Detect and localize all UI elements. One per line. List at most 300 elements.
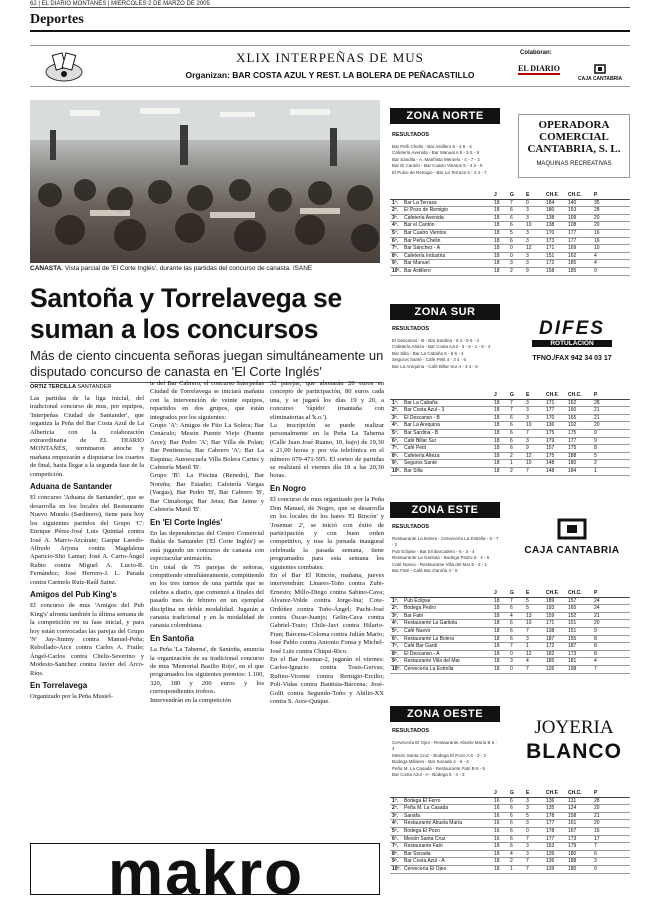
table-cell: 161 — [568, 820, 577, 827]
table-cell: 108 — [568, 222, 577, 229]
table-cell: 1 — [594, 467, 597, 474]
table-cell: 8 — [594, 643, 597, 650]
table-cell: 5 — [526, 812, 529, 819]
table-cell: 148 — [546, 467, 555, 474]
table-cell: 148 — [546, 460, 555, 467]
article-paragraph: Intervendrán en la competición — [150, 696, 232, 704]
table-cell: 7º. — [392, 245, 398, 252]
table-cell: 2º. — [392, 605, 398, 612]
table-cell: 18 — [494, 429, 500, 436]
table-cell: Restaurante La Garitola — [404, 620, 458, 627]
table-cell: 189 — [546, 597, 555, 604]
column-header-g: G — [510, 392, 514, 398]
table-cell: 10º. — [392, 467, 401, 474]
table-cell: Peña M. La Casada — [404, 805, 449, 812]
table-cell: 4 — [594, 658, 597, 665]
table-cell: 2 — [510, 858, 513, 865]
table-cell: 6º. — [392, 237, 398, 244]
table-cell: Sanáfa — [404, 812, 420, 819]
table-cell: 16 — [494, 812, 500, 819]
table-cell: 16 — [594, 229, 600, 236]
table-cell: 18 — [494, 414, 500, 421]
joyeria-blanco-ad: JOYERIA BLANCO — [526, 717, 622, 763]
table-row — [390, 238, 630, 246]
table-cell: 1 — [510, 460, 513, 467]
article-paragraph: La inscripción se puede realizar personalmente en la Peña La Taberna (Calle Juan José Ruano, 10, bajo) de 19,30 a 21,00 horas y por vía telefónica en el número 679-471-595. El sorteo de partidas se realizará el viernes día 18 a las 20,30 horas. — [270, 422, 384, 480]
table-cell: 6º. — [392, 635, 398, 642]
table-cell: 184 — [546, 199, 555, 206]
table-cell: 8º. — [392, 452, 398, 459]
table-cell: 7 — [526, 467, 529, 474]
table-cell: 18 — [494, 399, 500, 406]
caja-cantabria-ad: CAJA CANTABRIA — [514, 518, 630, 576]
table-cell: 6 — [510, 797, 513, 804]
column-header-chf: CH.F. — [546, 192, 559, 198]
table-cell: 169 — [568, 245, 577, 252]
table-cell: 12 — [526, 650, 532, 657]
article-subhead: En Santoña — [150, 633, 195, 643]
table-cell: 6 — [510, 820, 513, 827]
table-cell: Bodega Pedro — [404, 605, 436, 612]
table-cell: 153 — [546, 843, 555, 850]
table-cell: 6 — [510, 414, 513, 421]
table-cell: 173 — [546, 237, 555, 244]
table-cell: 135 — [546, 805, 555, 812]
table-cell: 10 — [526, 620, 532, 627]
article-column-2 — [150, 380, 264, 705]
table-row — [390, 422, 630, 430]
table-cell: 18 — [494, 252, 500, 259]
table-cell: 10 — [594, 245, 600, 252]
sponsors-label: Colaboran: — [520, 50, 552, 56]
caja-logo-icon — [594, 64, 606, 74]
table-cell: 9 — [594, 429, 597, 436]
crowd-photo-illustration — [30, 100, 380, 263]
table-cell: 136 — [546, 422, 555, 429]
table-header-row — [390, 590, 630, 598]
table-cell: 3 — [526, 843, 529, 850]
photo-caption: CANASTA. Vista parcial de 'El Corte Inglés', durante las partidas del concurso de canasta. /SANE — [30, 265, 313, 272]
table-cell: 1º. — [392, 199, 398, 206]
table-cell: 126 — [546, 665, 555, 672]
table-cell: 7º. — [392, 643, 398, 650]
table-cell: Bar Sardina - B — [404, 429, 439, 436]
table-cell: 3 — [526, 399, 529, 406]
table-cell: 7 — [526, 665, 529, 672]
subheadline: Más de ciento cincuenta señoras juegan simultáneamente un disputado concurso de canasta en 'El Corte Inglés' — [30, 348, 384, 379]
table-cell: 160 — [568, 407, 577, 414]
canasta-hall-photo — [30, 100, 380, 263]
table-cell: 188 — [568, 858, 577, 865]
table-row — [390, 445, 630, 453]
table-cell: 3º. — [392, 414, 398, 421]
table-cell: 5 — [510, 229, 513, 236]
table-cell: 188 — [568, 452, 577, 459]
table-cell: 5 — [594, 452, 597, 459]
table-cell: 18 — [494, 460, 500, 467]
table-cell: 9º. — [392, 460, 398, 467]
results-label: RESULTADOS — [392, 728, 430, 734]
table-cell: 0 — [510, 252, 513, 259]
table-cell: 6 — [510, 827, 513, 834]
table-cell: 6 — [510, 222, 513, 229]
table-cell: 182 — [546, 650, 555, 657]
table-cell: 180 — [568, 865, 577, 872]
table-cell: 9º. — [392, 858, 398, 865]
article-paragraph: En el Bar Josemar-2, jugarán el viernes: Carlos-Ignacio contra Tosis-Gervas; Rufino-Vicente contra Remigio-Ercilio; Poli-Vidas contra Bautista-Bárcena; José-Golfi contra Segundo-Toño y Abilio-XX contra S. Arce-Quique. — [270, 656, 384, 706]
article-subhead: En Torrelavega — [30, 681, 88, 690]
table-cell: 9 — [526, 267, 529, 274]
column-header-j: J — [494, 590, 497, 596]
table-cell: 20 — [594, 805, 600, 812]
table-cell: 4 — [510, 850, 513, 857]
table-cell: 170 — [546, 414, 555, 421]
table-cell: 13 — [526, 612, 532, 619]
table-row — [390, 260, 630, 268]
table-cell: 187 — [546, 635, 555, 642]
column-header-g: G — [510, 192, 514, 198]
table-cell: 6 — [594, 850, 597, 857]
column-header-g: G — [510, 590, 514, 596]
table-cell: 18 — [494, 229, 500, 236]
table-cell: 3 — [526, 252, 529, 259]
article-paragraph: En las dependencias del Centro Comercial Bahía de Santander ('El Corte Inglés') se está jugando un concurso de canasta con espectacular animación. — [150, 529, 264, 563]
table-cell: 4 — [526, 658, 529, 665]
table-cell: 21 — [594, 414, 600, 421]
table-cell: 178 — [546, 827, 555, 834]
table-cell: 8 — [594, 650, 597, 657]
table-cell: 138 — [546, 627, 555, 634]
table-cell: 9 — [526, 445, 529, 452]
table-cell: Bar La Arequina — [404, 422, 440, 429]
table-cell: 18 — [494, 199, 500, 206]
headline: Santoña y Torrelavega se suman a los concursos — [30, 283, 342, 344]
article-paragraph: te del Bar Cabrero, el concurso Interpeñas Ciudad de Torrelavega se iniciará mañana con la intervención de veinte equipos, repartidos en dos grupos, que están integrados por los siguientes: — [150, 380, 264, 421]
table-row — [390, 453, 630, 461]
table-cell: 152 — [568, 612, 577, 619]
table-cell: 20 — [594, 422, 600, 429]
table-cell: 4º. — [392, 422, 398, 429]
table-cell: 3 — [526, 797, 529, 804]
table-cell: 177 — [546, 835, 555, 842]
column-header-chf: CH.F. — [546, 790, 559, 796]
table-cell: 162 — [568, 399, 577, 406]
table-cell: 185 — [546, 658, 555, 665]
table-cell: 1º. — [392, 597, 398, 604]
column-header-chc: CH.C. — [568, 192, 582, 198]
table-cell: 8º. — [392, 850, 398, 857]
table-cell: 178 — [546, 812, 555, 819]
table-cell: 18 — [494, 267, 500, 274]
table-cell: 139 — [546, 850, 555, 857]
table-cell: 171 — [546, 399, 555, 406]
article-subhead: Aduana de Santander — [30, 482, 113, 492]
standings-table — [390, 192, 630, 276]
table-cell: 18 — [494, 597, 500, 604]
table-cell: 177 — [568, 437, 577, 444]
table-cell: 6 — [510, 445, 513, 452]
results-label: RESULTADOS — [392, 326, 430, 332]
table-cell: 2º. — [392, 805, 398, 812]
article-paragraph: Grupo 'A': Amigos de Fito La Solera; Bar Cenáculo; Mesón Puente Viejo (Puente Arce); Bar Pedro 'A'; Bar Villa de Polan; Bar Penitencia; Bar Cabrero 'A'; Bar La Esquina; Autoescuela Villa Bolera Cartes y Cafetería Manil 'B'. — [150, 422, 264, 472]
table-cell: 21 — [594, 407, 600, 414]
table-cell: 12 — [526, 452, 532, 459]
table-cell: Cervecería La Estrella — [404, 665, 454, 672]
column-header-e: E — [526, 192, 530, 198]
table-row — [390, 628, 630, 636]
table-cell: 136 — [546, 858, 555, 865]
article-paragraph: Las partidas de la liga inicial, del tradicional concurso de mus, por equipos, 'Interpeñas Ciudad de Santander', que organiza la Peña del Bar Costa Azul de La Albericia con la colaboración extraordinaria de EL DIARIO MONTAÑÉS, terminaron anoche y mañana empezarán a disputarse los cuartos de final, hasta llegar a la segunda fase de la competición. — [30, 395, 144, 478]
mus-cards-logo-icon — [44, 50, 84, 84]
table-cell: 3 — [510, 260, 513, 267]
table-cell: 136 — [546, 797, 555, 804]
zone-norte-panel — [390, 108, 630, 298]
table-cell: 177 — [568, 237, 577, 244]
table-cell: 18 — [494, 605, 500, 612]
table-cell: 8 — [594, 635, 597, 642]
table-cell: 18 — [494, 407, 500, 414]
table-cell: 28 — [594, 797, 600, 804]
table-cell: Bar Cuatro Vientos — [404, 229, 447, 236]
table-cell: 3 — [526, 214, 529, 221]
table-header-row — [390, 392, 630, 400]
table-cell: 8 — [594, 445, 597, 452]
table-cell: 124 — [568, 805, 577, 812]
table-cell: 3 — [526, 260, 529, 267]
table-cell: 16 — [494, 797, 500, 804]
table-cell: Pub Eclipse — [404, 597, 431, 604]
table-cell: 158 — [546, 267, 555, 274]
table-row — [390, 866, 630, 874]
table-cell: 18 — [494, 437, 500, 444]
table-cell: 3 — [594, 858, 597, 865]
table-cell: 187 — [568, 643, 577, 650]
table-cell: 6 — [510, 214, 513, 221]
zone-title: ZONA OESTE — [390, 706, 500, 722]
table-cell: Bar el Cantón — [404, 222, 435, 229]
table-cell: 180 — [568, 460, 577, 467]
table-cell: 5º. — [392, 429, 398, 436]
table-cell: 177 — [546, 407, 555, 414]
table-cell: 2 — [510, 467, 513, 474]
table-cell: Bar Fatri — [404, 612, 424, 619]
table-cell: 9º. — [392, 260, 398, 267]
table-row — [390, 430, 630, 438]
table-cell: 138 — [546, 222, 555, 229]
table-row — [390, 813, 630, 821]
table-cell: 173 — [568, 650, 577, 657]
table-cell: 157 — [546, 445, 555, 452]
table-cell: Café Billar Sur — [404, 437, 437, 444]
table-row — [390, 666, 630, 674]
column-header-p: P — [594, 590, 598, 596]
table-cell: Restaurante Villa del Mar — [404, 658, 461, 665]
table-row — [390, 828, 630, 836]
table-cell: 4º. — [392, 222, 398, 229]
article-paragraph: El concurso de mus organizado por la Peña Don Manuel, de Nogro, que se desarrolla en los locales de los bares 'El Rincón' y 'Josemar 2', se inició con éxito de participación y con buen orden competitivo, y tras la jornada inaugural celebrada la pasada semana, tiene programados para esta semana los siguientes combates: — [270, 496, 384, 571]
table-cell: 6 — [510, 429, 513, 436]
table-cell: 7 — [510, 597, 513, 604]
table-cell: 8º. — [392, 650, 398, 657]
table-cell: 0 — [594, 865, 597, 872]
table-cell: 138 — [546, 214, 555, 221]
table-row — [390, 643, 630, 651]
table-cell: 158 — [568, 812, 577, 819]
table-cell: El Pozo de Remigio — [404, 207, 448, 214]
table-cell: 2 — [510, 452, 513, 459]
page-header-strip: 62 | EL DIARIO MONTAÑÉS | MIÉRCOLES 2 DE MARZO DE 2005 — [30, 0, 630, 8]
table-cell: 18 — [494, 665, 500, 672]
table-cell: 16 — [594, 827, 600, 834]
table-row — [390, 407, 630, 415]
article-paragraph: Grupo 'B': La Piscina (Renedo), Bar Noreña; Bar Estadio; Cafetería Vargas (Vargas), Bar Pedro 'B', Bar Cabrero 'B', Bar Cimaborga; Bar Jetsa; Bar Jaime y Cafetería Manil 'B'. — [150, 472, 264, 514]
table-cell: 165 — [568, 414, 577, 421]
table-cell: 3 — [526, 414, 529, 421]
table-cell: 16 — [594, 237, 600, 244]
table-row — [390, 651, 630, 659]
column-header-j: J — [494, 192, 497, 198]
table-cell: Café Petit — [404, 445, 426, 452]
table-cell: 7º. — [392, 843, 398, 850]
table-cell: 6 — [510, 620, 513, 627]
table-cell: Bar Peña Chelin — [404, 237, 441, 244]
table-cell: 3º. — [392, 812, 398, 819]
table-cell: 3 — [526, 805, 529, 812]
results-list: El Descanso - B - Bar Sardina - 6 4 - 5 6 - 4 Cafetería Alteza - Bar Costa Azul - 3 - 6 - 1 - 8 - 4 Bar Silla - Bar La Cabaña 5 - 6 6 - 4 Seguros Santé - Café Petit 4 - 3 4 - 6 Bar La Arequina - Café Billar Sur 4 - 3 4 - 6 — [392, 338, 491, 369]
table-cell: Cervecería El Ojeo — [404, 865, 447, 872]
table-cell: 9 — [594, 627, 597, 634]
table-cell: 18 — [494, 260, 500, 267]
table-cell: 10º. — [392, 267, 401, 274]
column-header-p: P — [594, 790, 598, 796]
operadora-ad: OPERADORA COMERCIAL CANTABRIA, S. L. MAQUINAS RECREATIVAS — [518, 114, 630, 178]
table-cell: 173 — [568, 835, 577, 842]
table-cell: 5 — [526, 597, 529, 604]
column-header-e: E — [526, 790, 530, 796]
table-cell: 3 — [526, 820, 529, 827]
table-cell: 10 — [526, 222, 532, 229]
standings-table — [390, 392, 630, 476]
table-cell: 18 — [494, 843, 500, 850]
table-cell: 6 — [510, 437, 513, 444]
zone-title: ZONA NORTE — [390, 108, 500, 124]
table-cell: 6º. — [392, 437, 398, 444]
table-cell: 7 — [594, 843, 597, 850]
table-cell: 3º. — [392, 214, 398, 221]
table-cell: 198 — [568, 665, 577, 672]
column-header-chc: CH.C. — [568, 392, 582, 398]
table-cell: 6 — [510, 605, 513, 612]
table-row — [390, 598, 630, 606]
column-header-j: J — [494, 790, 497, 796]
table-cell: 9º. — [392, 658, 398, 665]
table-cell: Café Bar Gardi — [404, 643, 438, 650]
table-cell: 3 — [526, 237, 529, 244]
table-cell: 3 — [526, 207, 529, 214]
table-row — [390, 415, 630, 423]
table-cell: 3 — [526, 407, 529, 414]
makro-advertisement — [30, 843, 380, 895]
article-paragraph: En el Bar El Rincón, mañana, jueves intervendrán: Linares-Toño contra Zubi-Ernesto; Millo-Diego contra Sabino-Cava; Álvarez-Volde contra Jorge-Ina; Cote-Ordóñez contra Toño-Ángel; Pachi-José contra Óscar-Juanjo; Gelin-Cava contra Gabriel-Trato; Chile-Javi contra Hilario-Fran; Bárcena-Coloma contra Julián Mario; José Pablo contra Antonio Fonsa y Michel-José Luis contra Chiqui-Rico. — [270, 571, 384, 655]
table-cell: 3 — [526, 229, 529, 236]
table-cell: 3º. — [392, 612, 398, 619]
section-rule — [30, 30, 630, 32]
standings-table — [390, 790, 630, 874]
results-label: RESULTADOS — [392, 132, 430, 138]
table-cell: 1º. — [392, 797, 398, 804]
section-title: Deportes — [30, 12, 84, 27]
table-cell: 3 — [526, 635, 529, 642]
table-cell: 18 — [494, 452, 500, 459]
table-cell: 18 — [494, 650, 500, 657]
table-cell: 10º. — [392, 665, 401, 672]
article-subhead: En 'El Corte Inglés' — [150, 517, 223, 527]
table-cell: 151 — [568, 627, 577, 634]
table-cell: 7 — [526, 865, 529, 872]
table-cell: 155 — [568, 635, 577, 642]
table-cell: Bar La Cabaña — [404, 399, 438, 406]
table-cell: 185 — [568, 260, 577, 267]
column-header-p: P — [594, 192, 598, 198]
table-row — [390, 658, 630, 666]
table-cell: 6º. — [392, 835, 398, 842]
table-cell: 12 — [526, 245, 532, 252]
table-cell: 18 — [494, 620, 500, 627]
table-cell: Bar Astillero — [404, 267, 431, 274]
table-cell: Cafetería Avenida — [404, 214, 444, 221]
table-cell: 28 — [594, 207, 600, 214]
table-cell: 4º. — [392, 820, 398, 827]
article-paragraph: 32 parejas, que abonarán 20 euros en concepto de participación, 80 euros cada una, y se jugará los días 19 y 20, a concurso 'rápido' (mantaña con eliminatorias al 'k.o.'). — [270, 380, 384, 421]
column-header-j: J — [494, 392, 497, 398]
table-cell: 16 — [494, 805, 500, 812]
column-header-p: P — [594, 392, 598, 398]
table-cell: 5 — [526, 605, 529, 612]
table-cell: 20 — [594, 222, 600, 229]
table-cell: 2 — [594, 460, 597, 467]
table-cell: 7 — [526, 858, 529, 865]
table-cell: 7 — [510, 643, 513, 650]
article-subhead: En Nogro — [270, 483, 306, 493]
table-row — [390, 268, 630, 276]
table-cell: 5º. — [392, 827, 398, 834]
caja-cantabria-logo-icon — [557, 518, 587, 540]
article-column-3 — [270, 380, 384, 706]
table-row — [390, 843, 630, 851]
article-column-1 — [30, 395, 144, 702]
table-cell: 18 — [494, 237, 500, 244]
table-cell: 18 — [494, 865, 500, 872]
table-cell: 175 — [546, 452, 555, 459]
results-list: Bar Peñi Chelin - Bar Astillero 6 - 4 8 - 4 Cafetería Avenida - Bar Manual A 5 - 5 5 - 8 Bar Sandila - A. Mariñista Meruelo - 4 - 7 - 2 Bar El Cantón - Bar Cuatro Vientos 5 - 4 3 - 5 El Pulso de Remigio - Bar La Terraza 3 - 4 4 - 7 — [392, 144, 487, 175]
table-cell: 7 — [526, 429, 529, 436]
table-cell: 10º. — [392, 865, 401, 872]
table-cell: 131 — [568, 797, 577, 804]
table-cell: 18 — [494, 627, 500, 634]
table-cell: 181 — [568, 658, 577, 665]
table-cell: 159 — [546, 612, 555, 619]
table-cell: 35 — [594, 199, 600, 206]
table-cell: 18 — [494, 445, 500, 452]
table-cell: 185 — [568, 267, 577, 274]
results-list: Restaurante La Bolera - Cervecería La Estrella - 6 - 7 - 2 Pub Eclipse - Bar Embarcadero - 6 - 3 - 4 Restaurante La Garitola - Bodega Pedro 5 - 4 - 6 Café Nuevo - Restaurante Villa del Mar 6 - 3 - 1 Bar Fatri - Café Bar Garoña 4 - 6 — [392, 536, 499, 574]
table-cell: 3 — [526, 437, 529, 444]
table-cell: 4º. — [392, 620, 398, 627]
table-cell: 175 — [568, 445, 577, 452]
table-row — [390, 222, 630, 230]
table-row — [390, 207, 630, 215]
table-cell: 6 — [510, 635, 513, 642]
